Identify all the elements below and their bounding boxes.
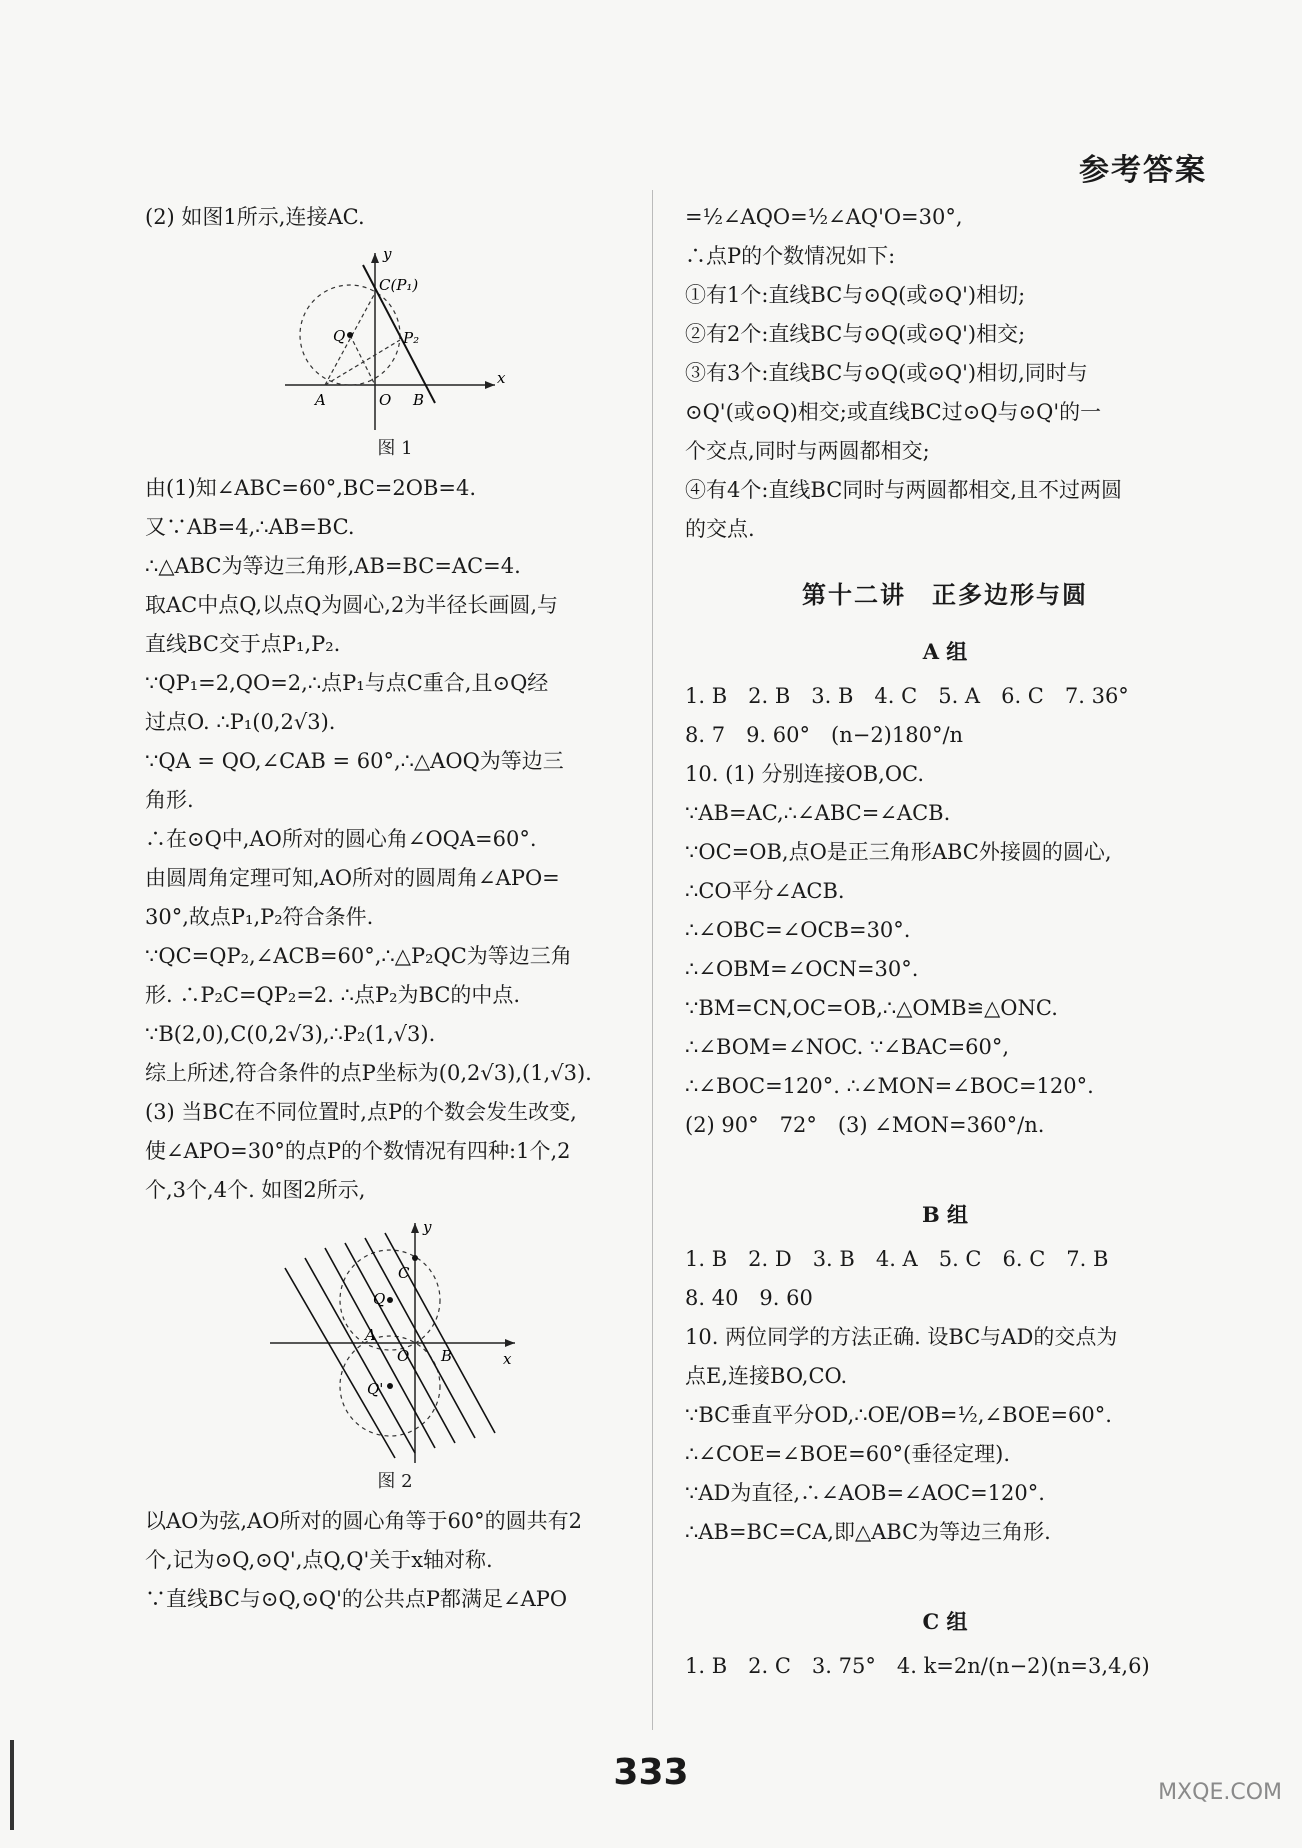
text-line: ⊙Q'(或⊙Q)相交;或直线BC过⊙Q与⊙Q'的一	[685, 400, 1102, 424]
fig2-label-q: Q	[373, 1290, 386, 1308]
text-line: 由(1)知∠ABC=60°,BC=2OB=4.	[145, 476, 477, 500]
text-line: ∵OC=OB,点O是正三角形ABC外接圆的圆心,	[685, 840, 1112, 864]
fig1-label-p2: P₂	[403, 329, 420, 347]
right-lines-c	[685, 1240, 1205, 1552]
text-line: 综上所述,符合条件的点P坐标为(0,2√3),(1,√3).	[145, 1061, 592, 1085]
fig2-label-b: B	[441, 1347, 453, 1365]
text-line: ∴点P的个数情况如下:	[685, 244, 896, 268]
fig2-label-x: x	[503, 1350, 512, 1368]
section-title: 第十二讲 正多边形与圆	[802, 580, 1088, 609]
text-line: 1. B 2. D 3. B 4. A 5. C 6. C 7. B	[685, 1247, 1109, 1271]
fig2-label-c: C	[398, 1264, 410, 1282]
text-line: 1. B 2. B 3. B 4. C 5. A 6. C 7. 36°	[685, 684, 1129, 708]
text-line: 10. (1) 分别连接OB,OC.	[685, 762, 925, 786]
text-line: ∴CO平分∠ACB.	[685, 879, 845, 903]
fig1-label-c: C(P₁)	[379, 276, 419, 294]
fig1-label-o: O	[379, 391, 392, 409]
text-line: 以AO为弦,AO所对的圆心角等于60°的圆共有2	[145, 1509, 583, 1533]
fig1-label-a: A	[315, 391, 326, 409]
text-line: 过点O. ∴P₁(0,2√3).	[145, 710, 336, 734]
text-line: ②有2个:直线BC与⊙Q(或⊙Q')相交;	[685, 322, 1026, 346]
figure-2-caption: 图 2	[377, 1471, 413, 1492]
text-line: ④有4个:直线BC同时与两圆都相交,且不过两圆	[685, 478, 1122, 502]
left-lines-c	[145, 1502, 645, 1619]
text-line: 使∠APO=30°的点P的个数情况有四种:1个,2	[145, 1139, 571, 1163]
text-line: 8. 7 9. 60° (n−2)180°/n	[685, 723, 964, 747]
text-line: 角形.	[145, 788, 194, 812]
text-line: (2) 90° 72° (3) ∠MON=360°/n.	[685, 1113, 1045, 1137]
text-line: ∵QA = QO,∠CAB = 60°,∴△AOQ为等边三	[145, 749, 564, 773]
text-line: ∴△ABC为等边三角形,AB=BC=AC=4.	[145, 554, 521, 578]
left-lines-b	[145, 469, 645, 1210]
text-line: ∴∠BOM=∠NOC. ∵∠BAC=60°,	[685, 1035, 1010, 1059]
right-lines-d	[685, 1647, 1205, 1686]
text-line: 直线BC交于点P₁,P₂.	[145, 632, 341, 656]
text-line: 形. ∴P₂C=QP₂=2. ∴点P₂为BC的中点.	[145, 983, 521, 1007]
group-c-heading: C 组	[922, 1609, 968, 1634]
fig2-label-y: y	[423, 1218, 432, 1236]
text-line: (3) 当BC在不同位置时,点P的个数会发生改变,	[145, 1100, 577, 1124]
text-line: 点E,连接BO,CO.	[685, 1364, 848, 1388]
text-line: ∵直线BC与⊙Q,⊙Q'的公共点P都满足∠APO	[145, 1587, 568, 1611]
left-column	[145, 198, 645, 1619]
text-line: 又∵AB=4,∴AB=BC.	[145, 515, 355, 539]
text-line: ∴∠OBM=∠OCN=30°.	[685, 957, 919, 981]
text-line: 个,记为⊙Q,⊙Q',点Q,Q'关于x轴对称.	[145, 1548, 493, 1572]
fig2-label-a: A	[365, 1326, 376, 1344]
fig1-label-y: y	[383, 245, 392, 263]
fig2-label-o: O	[397, 1347, 410, 1365]
group-b-heading: B 组	[921, 1202, 969, 1227]
fig1-label-b: B	[413, 391, 425, 409]
text-line: ∵QP₁=2,QO=2,∴点P₁与点C重合,且⊙Q经	[145, 671, 549, 695]
text-line: ∵AD为直径,∴∠AOB=∠AOC=120°.	[685, 1481, 1045, 1505]
fig1-label-q: Q	[333, 327, 346, 345]
text-line: ∵B(2,0),C(0,2√3),∴P₂(1,√3).	[145, 1022, 436, 1046]
text-line: ∴∠BOC=120°. ∴∠MON=∠BOC=120°.	[685, 1074, 1094, 1098]
text-line: 1. B 2. C 3. 75° 4. k=2n/(n−2)(n=3,4,6)	[685, 1654, 1150, 1678]
text-line: ∴在⊙Q中,AO所对的圆心角∠OQA=60°.	[145, 827, 537, 851]
text-line: 取AC中点Q,以点Q为圆心,2为半径长画圆,与	[145, 593, 559, 617]
fig1-label-x: x	[497, 369, 506, 387]
page-header: 参考答案	[1079, 153, 1207, 188]
right-lines-b	[685, 677, 1205, 1145]
column-divider	[652, 190, 653, 1730]
text-line: =½∠AQO=½∠AQ'O=30°,	[685, 205, 963, 229]
page-number: 333	[613, 1752, 689, 1793]
text-line: 个,3个,4个. 如图2所示,	[145, 1178, 366, 1202]
fig2-label-q-prime: Q'	[367, 1380, 384, 1398]
figure-2-diagram	[265, 1218, 525, 1468]
figure-1	[145, 245, 645, 463]
watermark: MXQE.COM	[1158, 1780, 1282, 1805]
text-line: ③有3个:直线BC与⊙Q(或⊙Q')相切,同时与	[685, 361, 1088, 385]
group-a-heading: A 组	[922, 639, 968, 664]
right-lines-a	[685, 198, 1205, 549]
text-line: ①有1个:直线BC与⊙Q(或⊙Q')相切;	[685, 283, 1026, 307]
text-line: 10. 两位同学的方法正确. 设BC与AD的交点为	[685, 1325, 1118, 1349]
binding-mark	[10, 1740, 14, 1830]
text-line: 个交点,同时与两圆都相交;	[685, 439, 930, 463]
text-line: (2) 如图1所示,连接AC.	[145, 205, 365, 229]
text-line: ∵QC=QP₂,∠ACB=60°,∴△P₂QC为等边三角	[145, 944, 572, 968]
figure-1-diagram	[275, 245, 515, 435]
figure-2	[145, 1218, 645, 1496]
text-line: 由圆周角定理可知,AO所对的圆周角∠APO=	[145, 866, 560, 890]
text-line: 8. 40 9. 60	[685, 1286, 813, 1310]
left-lines-a	[145, 198, 645, 237]
text-line: ∴∠COE=∠BOE=60°(垂径定理).	[685, 1442, 1011, 1466]
text-line: ∴AB=BC=CA,即△ABC为等边三角形.	[685, 1520, 1051, 1544]
text-line: ∴∠OBC=∠OCB=30°.	[685, 918, 911, 942]
text-line: 30°,故点P₁,P₂符合条件.	[145, 905, 374, 929]
text-line: 的交点.	[685, 517, 755, 541]
figure-1-caption: 图 1	[377, 438, 413, 459]
text-line: ∵BC垂直平分OD,∴OE/OB=½,∠BOE=60°.	[685, 1403, 1112, 1427]
text-line: ∵BM=CN,OC=OB,∴△OMB≌△ONC.	[685, 996, 1058, 1020]
right-column	[685, 198, 1205, 1686]
text-line: ∵AB=AC,∴∠ABC=∠ACB.	[685, 801, 951, 825]
